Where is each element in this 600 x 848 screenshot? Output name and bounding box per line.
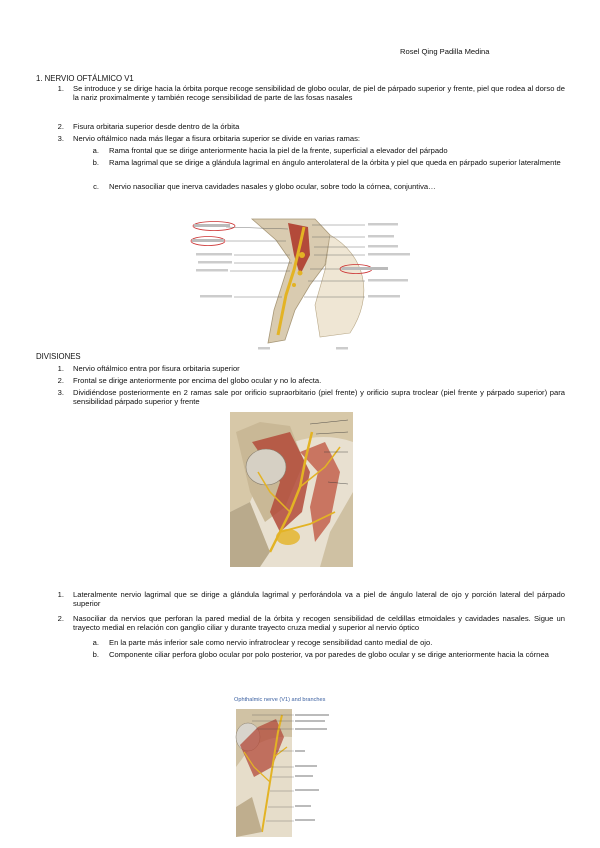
item-letter: a. (92, 146, 99, 155)
item-text: Se introduce y se dirige hacia la órbita porque recoge sensibilidad de globo ocular, de piel de párpado superior y frente, piel que rodea al dorso de la nariz proximalmente y también recoge sensibilidad de parte de las fosas nasales (73, 84, 565, 103)
divisions-title: DIVISIONES (36, 352, 81, 361)
item-text: Rama lagrimal que se dirige a glándula lagrimal en ángulo anterolateral de la órbita y piel que queda en párpado superior lateralmente (109, 158, 561, 167)
item-letter: b. (92, 158, 99, 167)
item-text: Rama frontal que se dirige anteriormente hacia la piel de la frente, superficial a elevador del párpado (109, 146, 448, 155)
item-number: 1. (57, 84, 64, 93)
item-text: Nervio oftálmico entra por fisura orbitaria superior (73, 364, 240, 373)
item-number: 3. (57, 134, 64, 143)
item-number: 2. (57, 376, 64, 385)
item-text: Componente ciliar perfora globo ocular por polo posterior, va por paredes de globo ocular y se dirige anteriormente hacia la córnea (109, 650, 549, 659)
item-text: Nasociliar da nervios que perforan la pared medial de la órbita y recogen sensibilidad de celdillas etmoidales y cavidades nasales. Sigue un trayecto medial en relación con ganglio ciliar y durante trayecto cruza medial y superior al nervio óptico (73, 614, 565, 633)
item-text: Nervio oftálmico nada más llegar a fisura orbitaria superior se divide en varias ramas: (73, 134, 361, 143)
item-number: 3. (57, 388, 64, 397)
item-number: 2. (57, 122, 64, 131)
item-letter: a. (92, 638, 99, 647)
section-title: 1. NERVIO OFTÁLMICO V1 (36, 74, 134, 83)
ophthalmic-branches-figure (232, 697, 337, 840)
item-letter: b. (92, 650, 99, 659)
item-number: 2. (57, 614, 64, 623)
orbit-nerve-diagram (190, 215, 415, 355)
item-text: Frontal se dirige anteriormente por encima del globo ocular y no lo afecta. (73, 376, 322, 385)
item-text: En la parte más inferior sale como nervio infratroclear y recoge sensibilidad canto medial de ojo. (109, 638, 433, 647)
item-text: Nervio nasociliar que inerva cavidades nasales y globo ocular, sobre todo la córnea, conjuntiva… (109, 182, 436, 191)
item-text: Fisura orbitaria superior desde dentro de la órbita (73, 122, 240, 131)
author-name: Rosel Qing Padilla Medina (400, 47, 490, 56)
item-text: Lateralmente nervio lagrimal que se dirige a glándula lagrimal y perforándola va a piel de ángulo lateral de ojo y porción lateral del párpado superior (73, 590, 565, 609)
item-letter: c. (93, 182, 99, 191)
orbit-anatomy-illustration (230, 412, 353, 567)
item-text: Dividiéndose posteriormente en 2 ramas sale por orificio supraorbitario (piel frente) y orificio supra troclear (piel frente y párpado superior) para sensibilidad párpado superior y frente (73, 388, 565, 407)
item-number: 1. (57, 590, 64, 599)
item-number: 1. (57, 364, 64, 373)
figure-title: Ophthalmic nerve (V1) and branches (234, 697, 326, 703)
